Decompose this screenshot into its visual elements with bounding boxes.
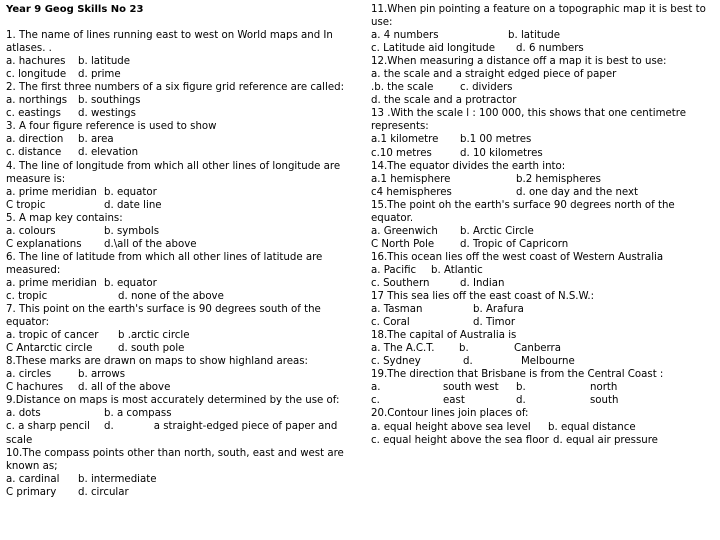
question-text: 12.When measuring a distance off a map it is best to use: xyxy=(371,56,667,68)
question-text: 9.Distance on maps is most accurately determined by the use of: xyxy=(6,395,340,407)
question-text: 3. A four figure reference is used to show xyxy=(6,121,217,133)
option-b-text: north xyxy=(590,382,618,394)
question-18 xyxy=(371,329,714,368)
question-text: 4. The line of longitude from which all other lines of longitude are measure is: xyxy=(6,160,341,185)
option-a: a. dots xyxy=(6,408,41,420)
question-20 xyxy=(371,407,714,446)
option-a: a. direction xyxy=(6,134,64,146)
option-b-text: Canberra xyxy=(514,343,561,355)
option-d: d. Indian xyxy=(460,277,505,289)
option-b: b. symbols xyxy=(104,225,160,237)
option-d: d. elevation xyxy=(78,147,139,159)
option-d-text: Melbourne xyxy=(521,356,575,368)
question-text: 2. The first three numbers of a six figure grid reference are called: xyxy=(6,82,344,94)
option-d: d. prime xyxy=(78,69,121,81)
question-7 xyxy=(6,303,348,355)
question-13 xyxy=(371,107,714,159)
option-d: d. the scale and a protractor xyxy=(371,95,517,107)
question-14 xyxy=(371,160,714,199)
option-c: c. Southern xyxy=(371,277,430,289)
option-c: C Antarctic circle xyxy=(6,343,93,355)
option-b-label: b. xyxy=(459,343,469,355)
option-b: b. intermediate xyxy=(78,473,157,485)
option-a: a. tropic of cancer xyxy=(6,330,99,342)
option-c: C primary xyxy=(6,486,57,498)
option-d: d. one day and the next xyxy=(516,186,639,198)
question-10 xyxy=(6,447,348,499)
question-15 xyxy=(371,199,714,251)
option-c: c. longitude xyxy=(6,69,67,81)
option-d: d.\all of the above xyxy=(104,238,197,250)
question-text: 13 .With the scale l : 100 000, this shows that one centimetre represents: xyxy=(371,108,686,133)
question-text: 15.The point oh the earth's surface 90 degrees north of the equator. xyxy=(371,199,675,224)
option-d-label: d. xyxy=(516,395,526,407)
option-c-text: east xyxy=(443,395,465,407)
option-b: b. equator xyxy=(104,186,157,198)
option-c: c. a sharp pencil xyxy=(6,421,90,433)
option-c: c4 hemispheres xyxy=(371,186,452,198)
option-d: d. 10 kilometres xyxy=(460,147,543,159)
question-text: 8.These marks are drawn on maps to show highland areas: xyxy=(6,356,308,368)
option-c: c.10 metres xyxy=(371,147,432,159)
option-c: c. Coral xyxy=(371,317,410,329)
option-d: d. 6 numbers xyxy=(516,43,584,55)
question-12 xyxy=(371,55,714,107)
question-4 xyxy=(6,160,348,212)
option-b: b. latitude xyxy=(508,30,561,42)
option-b: .b. the scale xyxy=(371,82,434,94)
option-a: a. prime meridian xyxy=(6,277,97,289)
option-a: a. hachures xyxy=(6,56,66,68)
option-b: b. latitude xyxy=(78,56,131,68)
question-text: 1. The name of lines running east to west on World maps and In atlases. . xyxy=(6,30,333,55)
option-d: d. date line xyxy=(104,199,162,211)
worksheet-title: Year 9 Geog Skills No 23 xyxy=(6,4,144,15)
option-d-label: d. xyxy=(463,356,473,368)
option-a: a. equal height above sea level xyxy=(371,421,531,433)
option-c: c. distance xyxy=(6,147,62,159)
question-text: 16.This ocean lies off the west coast of Western Australia xyxy=(371,251,664,263)
option-c: C hachures xyxy=(6,382,64,394)
question-6 xyxy=(6,251,348,303)
option-d-label: d. xyxy=(104,421,114,433)
right-column xyxy=(371,3,714,447)
question-16 xyxy=(371,251,714,290)
option-d: d. Timor xyxy=(473,317,516,329)
option-b: b .arctic circle xyxy=(118,330,190,342)
option-b: b. arrows xyxy=(78,369,126,381)
option-b: b. southings xyxy=(78,95,141,107)
option-b: b. Arafura xyxy=(473,304,524,316)
question-text: 5. A map key contains: xyxy=(6,212,123,224)
option-c: c. Latitude aid longitude xyxy=(371,43,496,55)
option-d-text: south xyxy=(590,395,619,407)
option-d: d. circular xyxy=(78,486,129,498)
option-c-label: c. xyxy=(371,395,380,407)
question-19 xyxy=(371,368,714,407)
option-c: c. tropic xyxy=(6,290,48,302)
question-text: 19.The direction that Brisbane is from the Central Coast : xyxy=(371,369,664,381)
option-a: a. prime meridian xyxy=(6,186,97,198)
option-a: a. circles xyxy=(6,369,52,381)
option-c: c. eastings xyxy=(6,108,61,120)
option-d: d. none of the above xyxy=(118,290,224,302)
question-1 xyxy=(6,29,348,81)
option-a-label: a. xyxy=(371,382,381,394)
option-a: a.1 kilometre xyxy=(371,134,439,146)
question-text: 6. The line of latitude from which all other lines of latitude are measured: xyxy=(6,251,323,276)
question-text: 18.The capital of Australia is xyxy=(371,330,517,342)
left-column xyxy=(6,3,348,499)
option-a-text: south west xyxy=(443,382,499,394)
option-d: d. all of the above xyxy=(78,382,171,394)
question-text: 14.The equator divides the earth into: xyxy=(371,160,566,172)
option-d: d. westings xyxy=(78,108,136,120)
option-a: a. the scale and a straight edged piece of paper xyxy=(371,69,617,81)
question-text: 17 This sea lies off the east coast of N.S.W.: xyxy=(371,291,595,303)
option-d: d. equal air pressure xyxy=(553,434,658,446)
option-c: c. equal height above the sea floor xyxy=(371,434,549,446)
option-b: b.2 hemispheres xyxy=(516,173,601,185)
option-b-label: b. xyxy=(516,382,526,394)
question-text: 20.Contour lines join places of: xyxy=(371,408,529,420)
option-b: b. Arctic Circle xyxy=(460,225,534,237)
option-c: C North Pole xyxy=(371,238,435,250)
question-text: 11.When pin pointing a feature on a topographic map it is best to use: xyxy=(371,4,706,29)
option-a: a. colours xyxy=(6,225,56,237)
option-b: b. area xyxy=(78,134,114,146)
option-b: b. Atlantic xyxy=(431,264,483,276)
question-9 xyxy=(6,394,348,446)
question-text: 10.The compass points other than north, south, east and west are known as; xyxy=(6,447,344,472)
option-c: c. dividers xyxy=(460,82,513,94)
option-a: a. Pacific xyxy=(371,264,417,276)
option-a: a.1 hemisphere xyxy=(371,173,451,185)
option-d: d. south pole xyxy=(118,343,185,355)
option-d: d. Tropic of Capricorn xyxy=(460,238,569,250)
question-2 xyxy=(6,81,348,120)
option-a: a. 4 numbers xyxy=(371,30,439,42)
option-a: a. northings xyxy=(6,95,68,107)
question-text: 7. This point on the earth's surface is 90 degrees south of the equator: xyxy=(6,304,321,329)
option-c: C tropic xyxy=(6,199,46,211)
option-b: b. equator xyxy=(104,277,157,289)
option-b: b.1 00 metres xyxy=(460,134,532,146)
option-c: C explanations xyxy=(6,238,82,250)
question-3 xyxy=(6,120,348,159)
option-a: a. Tasman xyxy=(371,304,423,316)
question-5 xyxy=(6,212,348,251)
question-11 xyxy=(371,3,714,55)
question-17 xyxy=(371,290,714,329)
option-a: a. The A.C.T. xyxy=(371,343,435,355)
option-b: b. equal distance xyxy=(548,421,636,433)
option-a: a. Greenwich xyxy=(371,225,438,237)
option-a: a. cardinal xyxy=(6,473,60,485)
option-b: b. a compass xyxy=(104,408,172,420)
option-d-text: a straight-edged piece of paper and scale xyxy=(6,421,338,446)
option-c: c. Sydney xyxy=(371,356,421,368)
question-8 xyxy=(6,355,348,394)
